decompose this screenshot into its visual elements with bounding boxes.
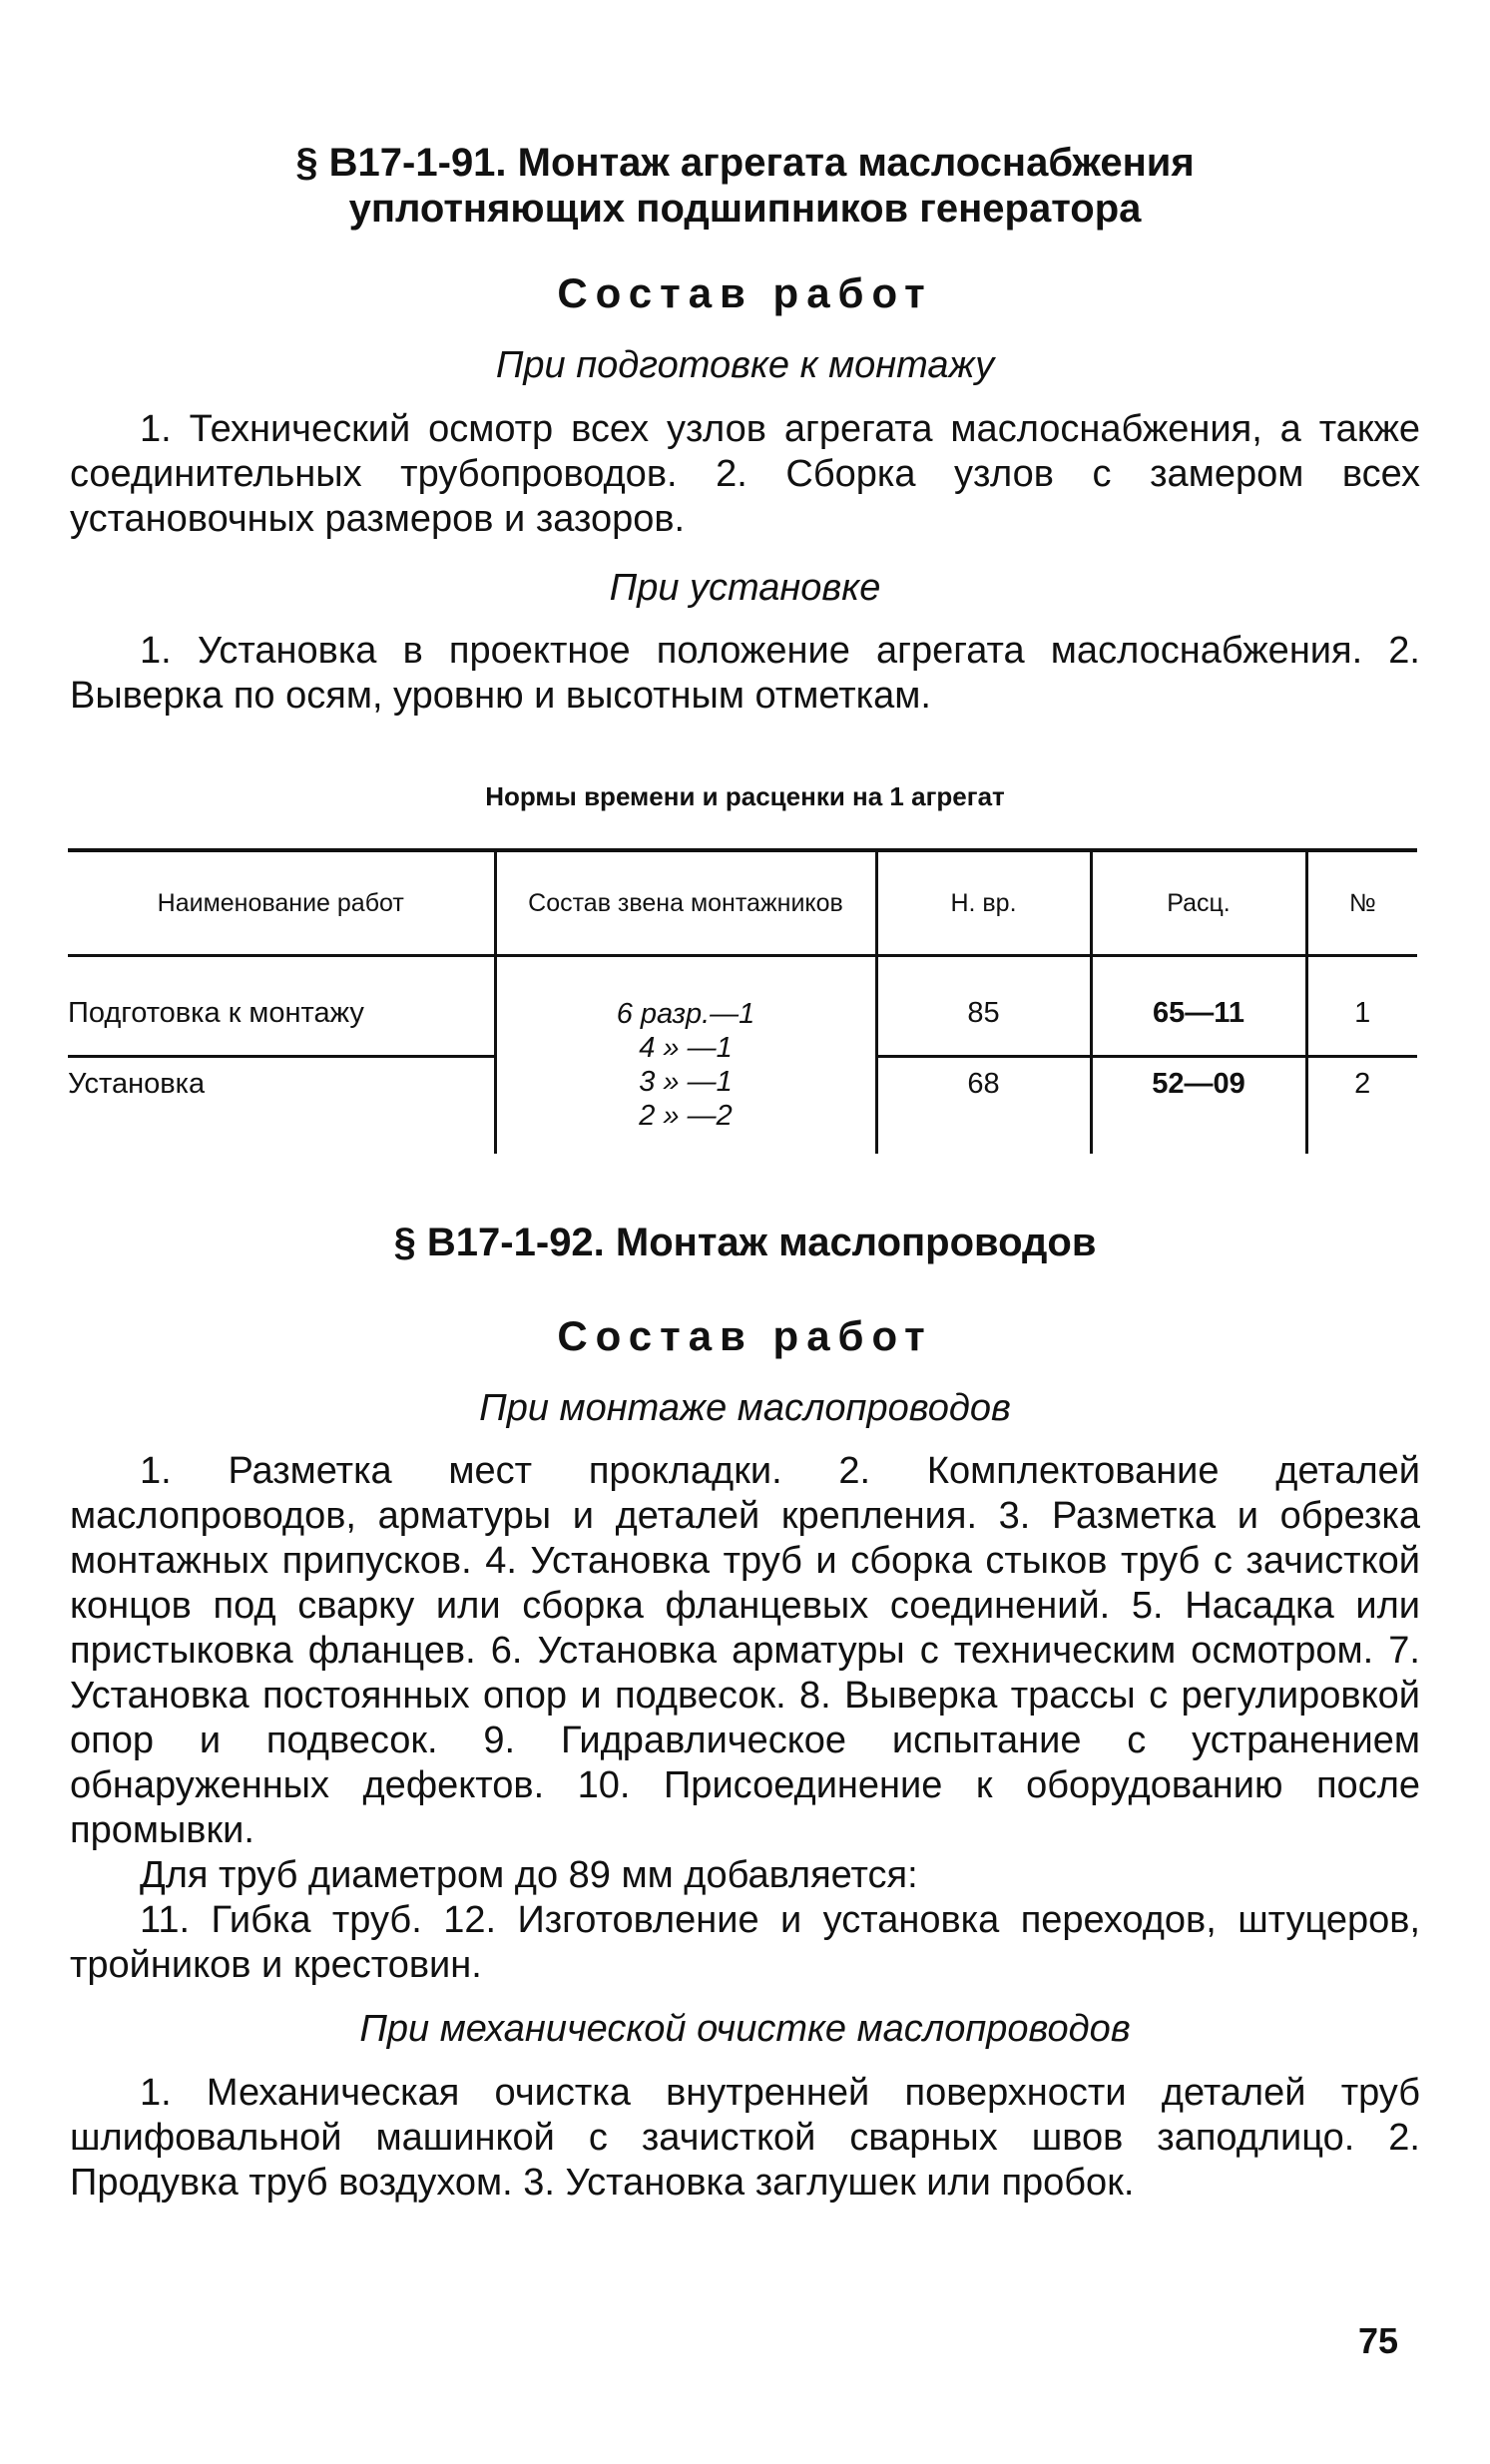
section1-prep-paragraph: 1. Технический осмотр всех узлов агрегата маслоснабжения, а также соединительных трубопроводов. 2. Сборка узлов с замером всех установочных размеров и зазоров.: [70, 408, 1420, 540]
crew-composition: [495, 956, 876, 1155]
section2-mount-subhead: При монтаже маслопроводов: [479, 1387, 1011, 1429]
header-time: Н. вр.: [876, 850, 1091, 956]
crew-line: 3 » —1: [639, 1066, 733, 1098]
crew-line: 6 разр.—1: [616, 998, 755, 1030]
section2-clean-paragraph: 1. Механическая очистка внутренней поверхности деталей труб шлифовальной машинкой с зачисткой сварных швов заподлицо. 2. Продувка труб воздухом. 3. Установка заглушек или пробок.: [70, 2072, 1420, 2204]
section2-heading: § В17-1-92. Монтаж маслопроводов: [393, 1221, 1097, 1264]
crew-line: 2 » —2: [639, 1100, 733, 1132]
row-rate: 65—11: [1091, 956, 1306, 1057]
row-time: 85: [876, 956, 1091, 1057]
section1-composition-title: Состав работ: [557, 269, 933, 316]
norms-table: [68, 848, 1417, 1154]
row-time: 68: [876, 1057, 1091, 1155]
section1-install-subhead: При установке: [609, 567, 881, 609]
section2-mount-text: [70, 1449, 1420, 1988]
header-name: Наименование работ: [68, 850, 495, 956]
section2-clean-text: [70, 2071, 1420, 2206]
section2-mount-paragraph: 1. Разметка мест прокладки. 2. Комплектование деталей маслопроводов, арматуры и деталей крепления. 3. Разметка и обрезка монтажных припусков. 4. Установка труб и сборка стыков труб с зачисткой концов под сварку или сборка фланцевых соединений. 5. Насадка или пристыковка фланцев. 6. Установка арматуры с техническим осмотром. 7. Установка постоянных опор и подвесок. 8. Выверка трассы с регулировкой опор и подвесок. 9. Гидравлическое испытание с устранением обнаруженных дефектов. 10. Присоединение к оборудованию после промывки.: [70, 1450, 1420, 1851]
crew-line: 4 » —1: [639, 1032, 733, 1064]
section1-install-paragraph: 1. Установка в проектное положение агрегата маслоснабжения. 2. Выверка по осям, уровню и высотным отметкам.: [70, 630, 1420, 717]
section2-composition-title: Состав работ: [557, 1312, 933, 1359]
header-crew: Состав звена монтажников: [495, 850, 876, 956]
section2-small-pipes-intro: Для труб диаметром до 89 мм добавляется:: [140, 1854, 918, 1896]
page-number: 75: [1357, 2320, 1398, 2361]
table-row: [68, 956, 1417, 1057]
section1-prep-text: [70, 407, 1420, 542]
section1-install-text: [70, 629, 1420, 719]
row-name: Подготовка к монтажу: [68, 956, 495, 1057]
section1-heading-line2: уплотняющих подшипников генератора: [348, 187, 1142, 231]
header-rate: Расц.: [1091, 850, 1306, 956]
row-number: 2: [1306, 1057, 1417, 1155]
row-number: 1: [1306, 956, 1417, 1057]
section2-clean-subhead: При механической очистке маслопроводов: [359, 2008, 1131, 2050]
header-number: №: [1306, 850, 1417, 956]
row-name: Установка: [68, 1057, 495, 1155]
table-header-row: [68, 850, 1417, 956]
table-caption: Нормы времени и расценки на 1 агрегат: [485, 781, 1005, 811]
section2-small-pipes-paragraph: 11. Гибка труб. 12. Изготовление и установка переходов, штуцеров, тройников и крестовин.: [70, 1899, 1420, 1986]
section1-prep-subhead: При подготовке к монтажу: [495, 344, 995, 386]
row-rate: 52—09: [1091, 1057, 1306, 1155]
section1-heading-line1: § В17-1-91. Монтаж агрегата маслоснабжения: [295, 141, 1195, 185]
section1-heading: [70, 140, 1420, 232]
